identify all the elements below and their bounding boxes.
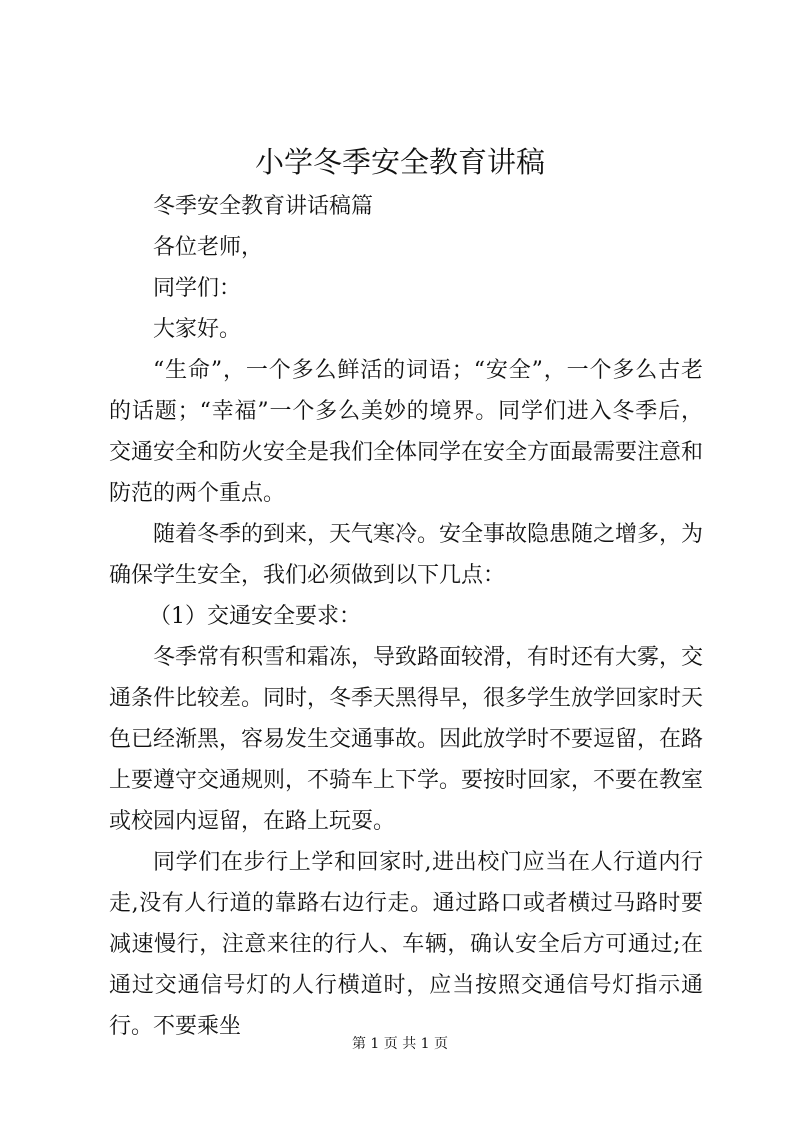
paragraph-winter-risks: 随着冬季的到来，天气寒冷。安全事故隐患随之增多，为确保学生安全，我们必须做到以下几点： <box>109 522 704 588</box>
paragraph-traffic-conditions: 冬季常有积雪和霜冻，导致路面较滑，有时还有大雾，交通条件比较差。同时，冬季天黑得早，很多学生放学回家时天色已经渐黑，容易发生交通事故。因此放学时不要逗留，在路上要遵守交通规则，不骑车上下学。要按时回家，不要在教室或校园内逗留，在路上玩耍。 <box>109 645 704 834</box>
paragraph-walking-rules: 同学们在步行上学和回家时,进出校门应当在人行道内行走,没有人行道的靠路右边行走。通过路口或者横过马路时要减速慢行，注意来往的行人、车辆，确认安全后方可通过;在通过交通信号灯的人行横道时，应当按照交通信号灯指示通行。不要乘坐 <box>109 850 703 1039</box>
paragraph-hello: 大家好。 <box>153 317 242 342</box>
page-footer: 第 1 页 共 1 页 <box>351 1036 449 1052</box>
paragraph-greeting-students: 同学们： <box>153 276 242 301</box>
paragraph-intro: “生命”，一个多么鲜活的词语；“安全”，一个多么古老的话题；“幸福”一个多么美妙的境界。同学们进入冬季后，交通安全和防火安全是我们全体同学在安全方面最需要注意和防范的两个重点。 <box>109 358 704 506</box>
paragraph-greeting-teachers: 各位老师， <box>153 235 264 260</box>
document-title: 小学冬季安全教育讲稿 <box>254 145 545 179</box>
document-body <box>109 186 703 1047</box>
section-heading-traffic: （1）交通安全要求： <box>149 604 361 629</box>
paragraph-subtitle: 冬季安全教育讲话稿篇 <box>153 194 374 219</box>
